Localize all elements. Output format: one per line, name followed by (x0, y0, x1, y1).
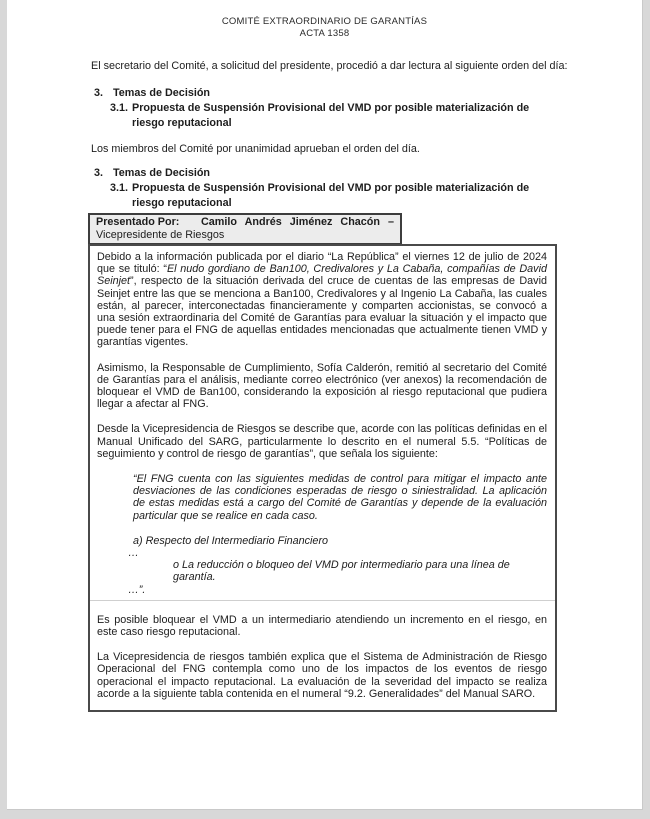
agenda-item-number: 3. (94, 87, 104, 99)
paragraph-news (97, 251, 547, 349)
presented-by-role: Vicepresidente de Riesgos (96, 228, 225, 241)
intro-paragraph: El secretario del Comité, a solicitud del presidente, procedió a dar lectura al siguiente orden del día: (91, 60, 568, 72)
agenda-subitem-title: Propuesta de Suspensión Provisional del VMD por posible materialización de riesgo reputacional (132, 102, 530, 129)
document-page (7, 0, 643, 810)
presented-by-line (96, 216, 394, 229)
agenda-subitem-number: 3.1. (110, 182, 129, 194)
quote-paragraph: “El FNG cuenta con las siguientes medidas de control para mitigar el impacto ante desviaciones de las condiciones esperadas de riesgo o siniestralidad. La aplicación de estas medidas está a cargo del Comité de Garantías y depende de la evaluación particular que se realice en cada caso. (133, 473, 547, 522)
paragraph-risk-vp: Desde la Vicepresidencia de Riesgos se describe que, acorde con las políticas definidas en el Manual Unificado del SARG, particularmente lo descrito en el numeral 5.5. “Políticas de seguimiento y control de riesgo de garantías”, que señala los siguiente: (97, 423, 547, 460)
ellipsis-line-1: … (128, 547, 139, 560)
agenda-subitem-number: 3.1. (110, 102, 129, 114)
paragraph-saro: La Vicepresidencia de riesgos también explica que el Sistema de Administración de Riesgo Operacional del FNG contempla como uno de los impactos de los eventos de riesgo operacional el impacto reputacional. La evaluación de la severidad del impacto se realiza acorde a la siguiente tabla contenida en el numeral “9.2. Generalidades” del Manual SARO. (97, 651, 547, 700)
document-title: COMITÉ EXTRAORDINARIO DE GARANTÍAS (221, 16, 428, 27)
approval-paragraph: Los miembros del Comité por unanimidad aprueban el orden del día. (91, 143, 420, 155)
decision-box (88, 244, 557, 712)
agenda-subitem (110, 181, 627, 211)
agenda-item (94, 166, 627, 181)
acta-number: ACTA 1358 (299, 27, 350, 39)
agenda-section-2 (94, 166, 627, 211)
agenda-item-title: Temas de Decisión (113, 167, 211, 179)
paragraph-block-vmd: Es posible bloquear el VMD a un intermediario atendiendo un incremento en el riesgo, en este caso riesgo reputacional. (97, 613, 547, 639)
divider (90, 600, 555, 601)
paragraph-news-pre: Debido a la información publicada por el diario “La República” el viernes 12 de julio de 2024 que se tituló: “ (97, 251, 547, 276)
agenda-subitem-title: Propuesta de Suspensión Provisional del VMD por posible materialización de riesgo reputacional (132, 182, 530, 209)
presented-by-box (88, 213, 402, 245)
ellipsis-line-2: …”. (128, 583, 146, 596)
document-header (7, 0, 642, 39)
presented-by-label: Presentado Por: (96, 216, 180, 228)
agenda-item-number: 3. (94, 167, 104, 179)
agenda-section-1 (94, 86, 627, 131)
agenda-subitem (110, 101, 627, 131)
quote-bullet: o La reducción o bloqueo del VMD por intermediario para una línea de garantía. (173, 559, 510, 584)
paragraph-news-post: ”, respecto de la situación derivada del cruce de cuentas de las empresas de David Seinjet entre las que se menciona a Ban100, Credivalores y al Ingenio La Cabaña, las cuales están, al parecer, interconectadas financieramente y comparten accionistas, se convocó a una sesión extraordinaria del Comité de Garantías para evaluar la situación y el impacto que puede tener para el FNG de aquellas entidades mencionadas que actualmente tienen VMD y garantías vigentes. (97, 275, 547, 349)
quote-item-a: a) Respecto del Intermediario Financiero (133, 534, 329, 547)
agenda-item (94, 86, 627, 101)
paragraph-compliance: Asimismo, la Responsable de Cumplimiento, Sofía Calderón, remitió al secretario del Comité de Garantías para el análisis, mediante correo electrónico (ver anexos) la recomendación de bloquear el VMD de Ban100, considerando la exposición al riesgo reputacional que pudiera llegar a afectar al FNG. (97, 361, 547, 411)
paragraph-news-article-title: El nudo gordiano de Ban100, Credivalores y La Cabaña, compañías de David Seinjet (97, 263, 547, 288)
presented-by-name: Camilo Andrés Jiménez Chacón – (201, 216, 394, 228)
agenda-item-title: Temas de Decisión (113, 87, 211, 99)
